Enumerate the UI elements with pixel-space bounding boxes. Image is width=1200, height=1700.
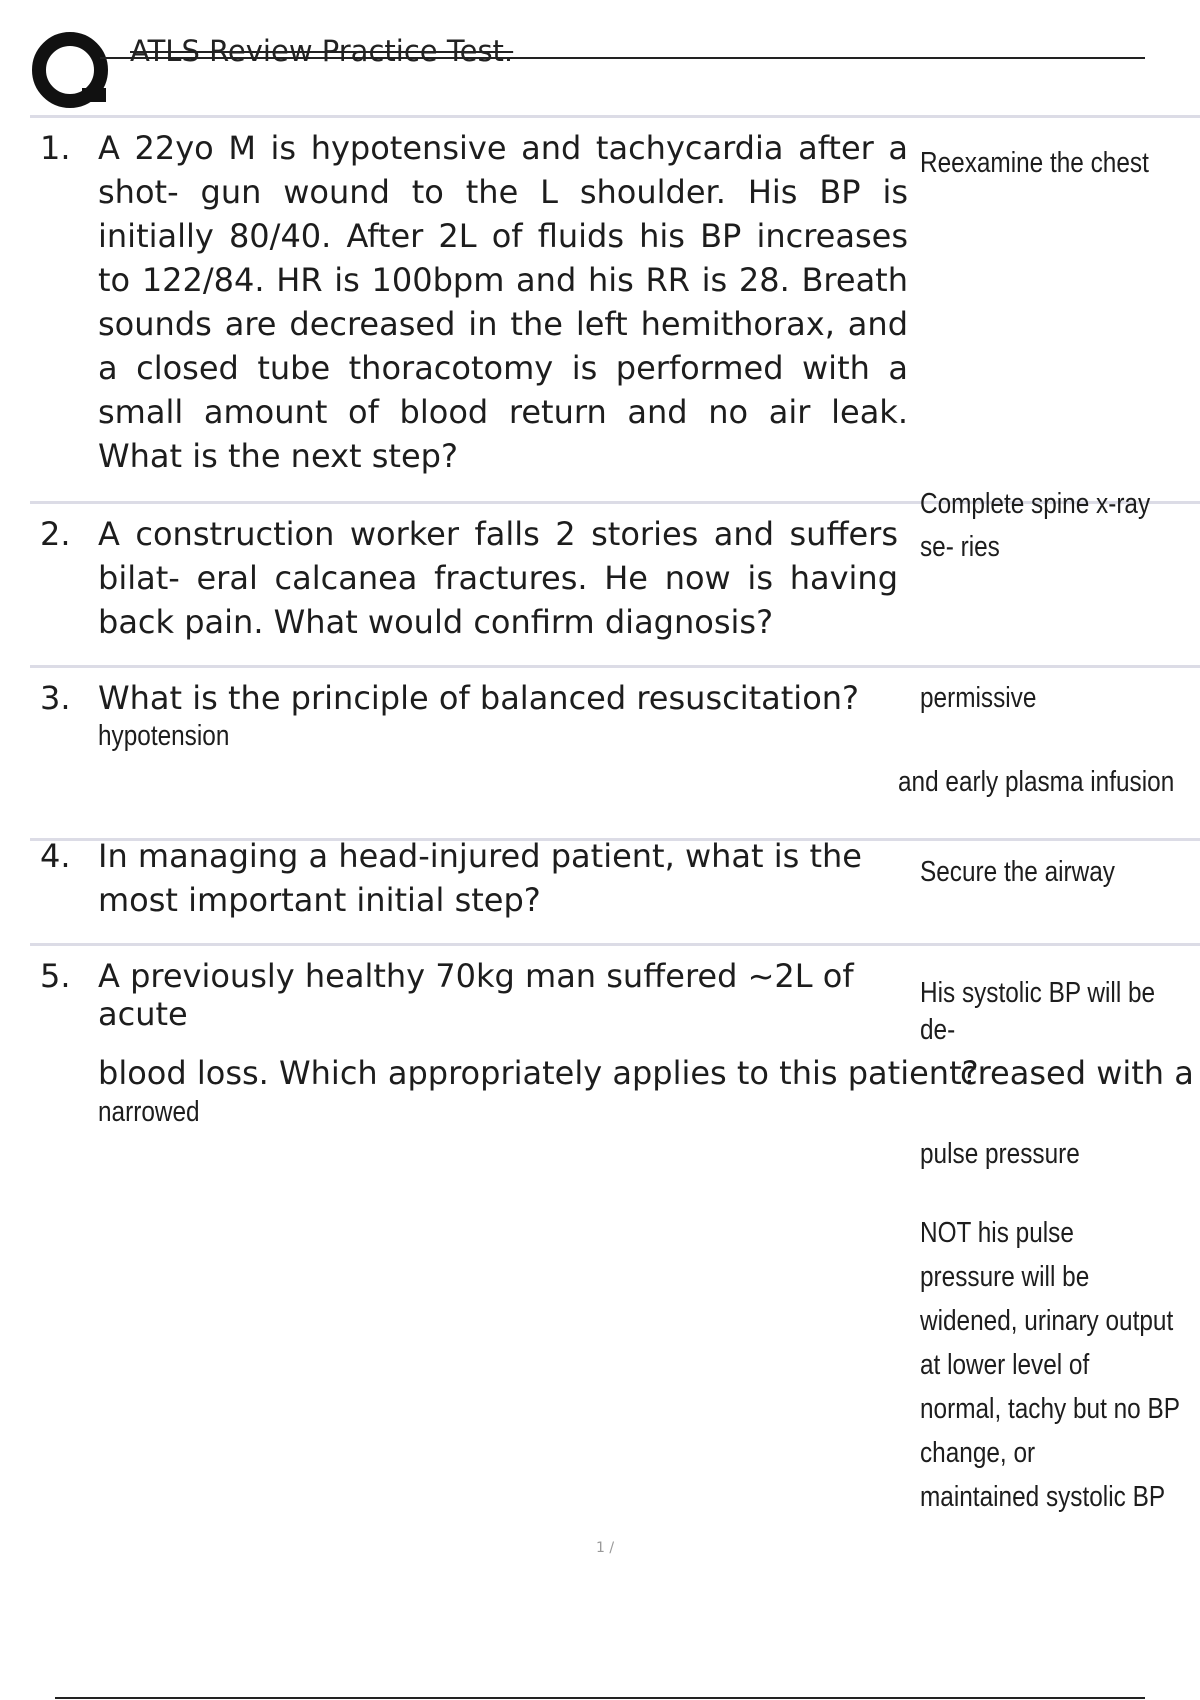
note-line: widened, urinary output xyxy=(920,1305,1174,1337)
question-text: A 22yo M is hypotensive and tachycardia after a shot- gun wound to the L shoulder. His BP is initially 80/40. After 2L of fluids his BP increases to 122/84. HR is 100bpm and his RR is 28. Breath sounds are decreased in the left hemithorax, and a closed tube thoracotomy is performed with a small amount of blood return and no air leak. What is the next step? xyxy=(98,129,908,475)
note-line: maintained systolic BP xyxy=(920,1481,1166,1513)
question-text: acute xyxy=(98,995,188,1033)
question-number: 4. xyxy=(40,837,71,875)
note-line: at lower level of xyxy=(920,1349,1090,1381)
question-number: 3. xyxy=(40,679,71,717)
note-line: NOT his pulse xyxy=(920,1217,1074,1249)
question-number: 5. xyxy=(40,957,71,995)
question-text: A previously healthy 70kg man suffered ~2L of xyxy=(98,957,854,995)
note-line: pressure will be xyxy=(920,1261,1090,1293)
answer-text: Secure the airway xyxy=(920,856,1115,888)
answer-text: pulse pressure xyxy=(920,1138,1080,1170)
logo-q-icon xyxy=(30,30,110,110)
question-number: 2. xyxy=(40,515,71,553)
divider xyxy=(30,943,1200,946)
answer-note xyxy=(920,1211,1200,1519)
answer-text: permissive xyxy=(920,682,1037,714)
answer-text: se- ries xyxy=(920,531,1000,563)
note-line: normal, tachy but no BP xyxy=(920,1393,1180,1425)
answer-text: Complete spine x-ray xyxy=(920,488,1151,520)
footer-rule xyxy=(55,1697,1145,1699)
page-title: ATLS Review Practice Test. xyxy=(130,34,514,68)
note-line: change, or xyxy=(920,1437,1036,1469)
question-text: In managing a head-injured patient, what is the most important initial step? xyxy=(98,837,862,919)
question-text: blood loss. Which appropriately applies to this patient? xyxy=(98,1054,979,1092)
answer-text: de- xyxy=(920,1014,956,1046)
answer-text: hypotension xyxy=(98,720,230,752)
answer-text: Reexamine the chest xyxy=(920,147,1149,179)
divider xyxy=(30,665,1200,668)
page-number: 1 / xyxy=(596,1540,615,1556)
divider xyxy=(30,115,1200,118)
question-text: What is the principle of balanced resuscitation? xyxy=(98,679,860,717)
answer-text: His systolic BP will be xyxy=(920,977,1156,1009)
answer-text: creased with a xyxy=(960,1054,1194,1092)
question-number: 1. xyxy=(40,129,71,167)
answer-text: and early plasma infusion xyxy=(898,766,1175,798)
answer-text: narrowed xyxy=(98,1096,200,1128)
question-text: A construction worker falls 2 stories and suffers bilat- eral calcanea fractures. He now is having back pain. What would confirm diagnosis? xyxy=(98,515,898,641)
